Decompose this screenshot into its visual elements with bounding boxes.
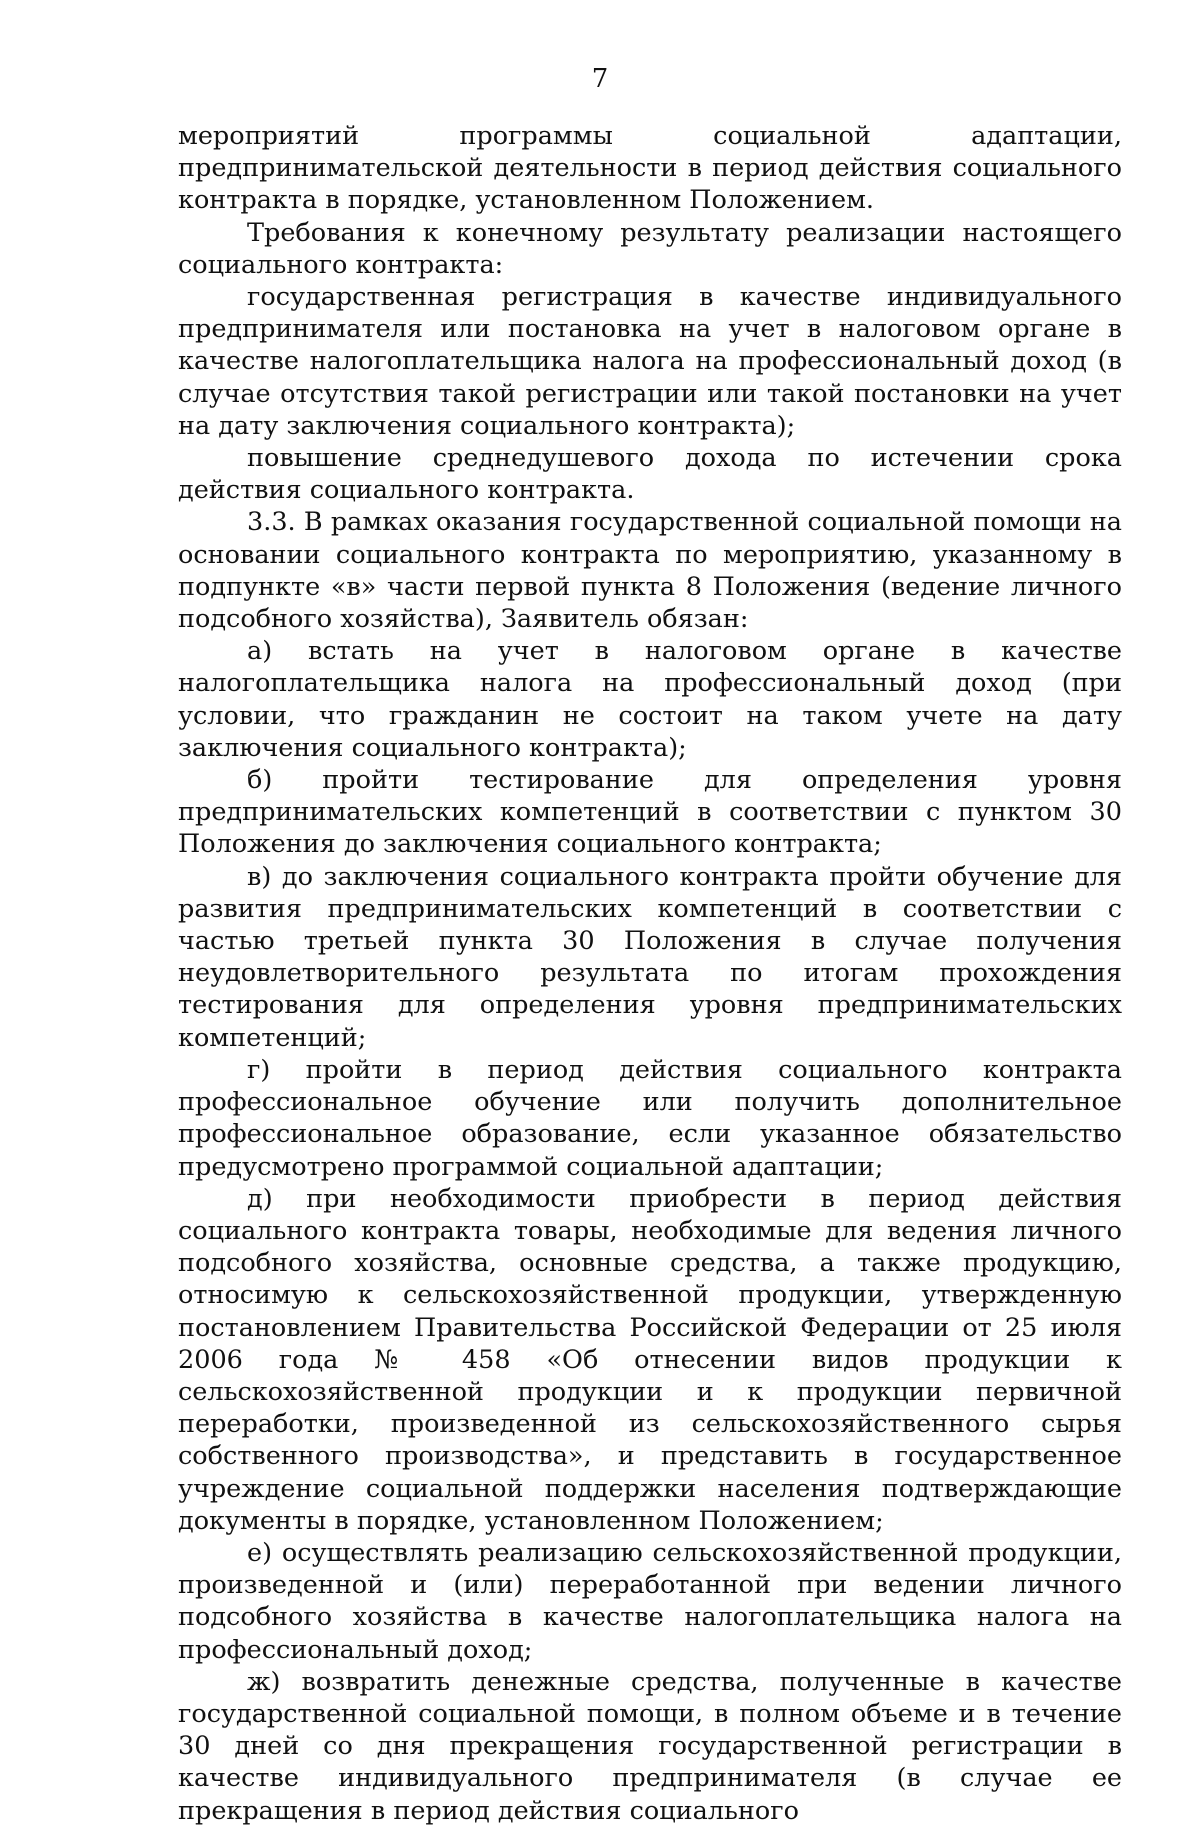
paragraph-item-e: е) осуществлять реализацию сельскохозяйственной продукции, произведенной и (или) переработанной при ведении личного подсобного хозяйства в качестве налогоплательщика налога на профессиональный доход;: [178, 1537, 1122, 1665]
paragraph-item-g: г) пройти в период действия социального контракта профессиональное обучение или получить дополнительное профессиональное образование, если указанное обязательство предусмотрено программой социальной адаптации;: [178, 1054, 1122, 1182]
paragraph-continuation: мероприятий программы социальной адаптации, предпринимательской деятельности в период действия социального контракта в порядке, установленном Положением.: [178, 121, 1122, 216]
paragraph-3-3: 3.3. В рамках оказания государственной социальной помощи на основании социального контракта по мероприятию, указанному в подпункте «в» части первой пункта 8 Положения (ведение личного подсобного хозяйства), Заявитель обязан:: [178, 507, 1122, 635]
page-number: 7: [591, 64, 609, 94]
paragraph-item-b: б) пройти тестирование для определения уровня предпринимательских компетенций в соответствии с пунктом 30 Положения до заключения социального контракта;: [178, 765, 1122, 860]
paragraph-registration: государственная регистрация в качестве индивидуального предпринимателя или постановка на учет в налоговом органе в качестве налогоплательщика налога на профессиональный доход (в случае отсутствия такой регистрации или такой постановки на учет на дату заключения социального контракта);: [178, 282, 1122, 441]
paragraph-requirements: Требования к конечному результату реализации настоящего социального контракта:: [178, 217, 1122, 280]
paragraph-income-increase: повышение среднедушевого дохода по истечении срока действия социального контракта.: [178, 443, 1122, 506]
paragraph-item-a: а) встать на учет в налоговом органе в качестве налогоплательщика налога на профессиональный доход (при условии, что гражданин не состоит на таком учете на дату заключения социального контракта);: [178, 636, 1122, 763]
paragraph-item-zh: ж) возвратить денежные средства, полученные в качестве государственной социальной помощи, в полном объеме и в течение 30 дней со дня прекращения государственной регистрации в качестве индивидуального предпринимателя (в случае ее прекращения в период действия социального: [178, 1666, 1122, 1826]
paragraph-item-v: в) до заключения социального контракта пройти обучение для развития предпринимательских компетенций в соответствии с частью третьей пункта 30 Положения в случае получения неудовлетворительного результата по итогам прохождения тестирования для определения уровня предпринимательских компетенций;: [178, 861, 1122, 1053]
document-body: [178, 120, 1122, 1827]
paragraph-item-d: д) при необходимости приобрести в период действия социального контракта товары, необходимые для ведения личного подсобного хозяйства, основные средства, а также продукцию, относимую к сельскохозяйственной продукции, утвержденную постановлением Правительства Российской Федерации от 25 июля 2006 года № 458 «Об отнесении видов продукции к сельскохозяйственной продукции и к продукции первичной переработки, произведенной из сельскохозяйственного сырья собственного производства», и представить в государственное учреждение социальной поддержки населения подтверждающие документы в порядке, установленном Положением;: [178, 1183, 1122, 1536]
